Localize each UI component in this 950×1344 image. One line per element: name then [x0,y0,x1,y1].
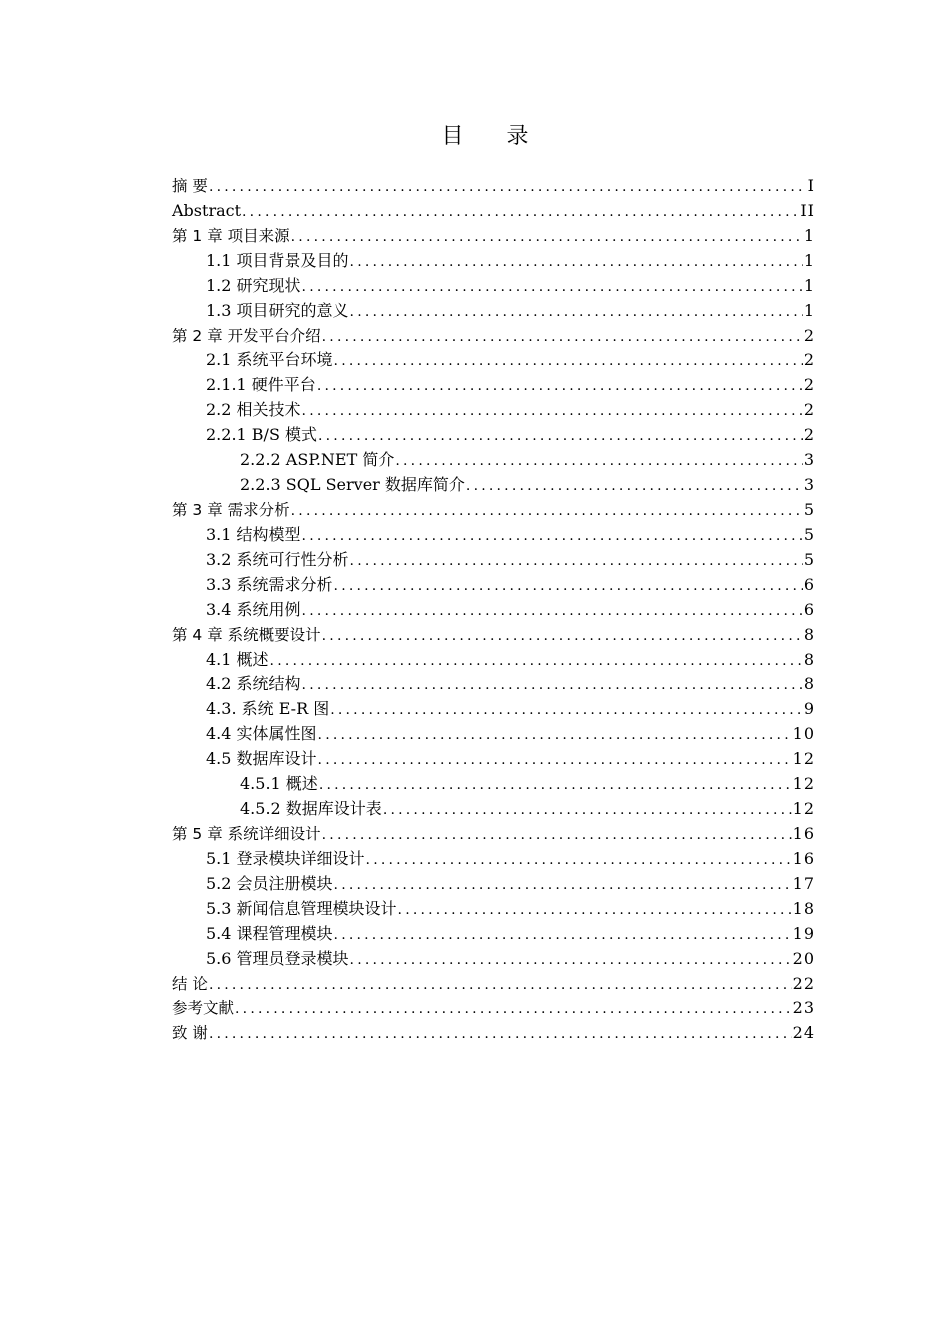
dot-leader [366,848,792,872]
toc-entry-label: 4.1 概述 [206,649,269,669]
toc-entry-label: 第 1 章 项目来源 [172,226,290,245]
toc-entry[interactable] [172,897,815,922]
toc-entry-page-number: 6 [803,574,815,594]
toc-entry-label: 4.3. 系统 E-R 图 [206,699,330,719]
toc-entry-page-number: II [800,200,815,220]
toc-entry-label: 5.2 会员注册模块 [206,873,333,893]
dot-leader [291,499,803,523]
toc-entry-page-number: 2 [803,425,815,445]
toc-entry[interactable] [172,348,815,373]
toc-entry-label: 4.5 数据库设计 [206,749,317,769]
toc-entry-label: 1.2 研究现状 [206,275,301,295]
toc-entry[interactable] [172,373,815,398]
toc-entry[interactable] [172,623,815,648]
toc-entry-page-number: 18 [792,898,815,918]
toc-entry[interactable] [172,922,815,947]
toc-entry-page-number: 5 [803,549,815,569]
toc-entry-page-number: I [807,176,815,195]
toc-entry-label: 结 论 [172,974,208,993]
toc-entry-page-number: 19 [792,923,815,943]
dot-leader [334,574,803,598]
toc-entry-page-number: 1 [803,225,815,245]
toc-entry-label: 5.3 新闻信息管理模块设计 [206,898,397,918]
dot-leader [383,798,792,822]
toc-entry-page-number: 1 [803,300,815,320]
toc-entry[interactable] [172,797,815,822]
toc-entry-label: 5.6 管理员登录模块 [206,948,349,968]
dot-leader [302,524,803,548]
toc-entry[interactable] [172,573,815,598]
toc-entry-page-number: 8 [803,649,815,669]
toc-entry-page-number: 6 [803,599,815,619]
dot-leader [330,698,803,722]
toc-entry-label: 4.5.1 概述 [240,774,318,794]
dot-leader [350,549,803,573]
toc-entry-page-number: 12 [792,774,815,794]
toc-entry-page-number: 8 [803,624,815,644]
toc-entry-page-number: 12 [792,799,815,819]
dot-leader [322,624,803,648]
toc-entry-page-number: 16 [792,823,815,843]
toc-entry-page-number: 2 [803,375,815,395]
toc-entry-label: 3.1 结构模型 [206,524,301,544]
dot-leader [395,449,802,473]
toc-entry[interactable] [172,398,815,423]
toc-entry[interactable] [172,174,815,199]
toc-entry[interactable] [172,747,815,772]
toc-entry-label: Abstract [172,200,242,220]
dot-leader [319,773,792,797]
toc-entry-page-number: 1 [803,250,815,270]
toc-entry-page-number: 2 [803,350,815,370]
dot-leader [350,250,803,274]
toc-entry-page-number: 10 [792,724,815,744]
toc-entry[interactable] [172,847,815,872]
toc-entry-page-number: 2 [803,400,815,420]
toc-entry[interactable] [172,473,815,498]
dot-leader [302,673,803,697]
dot-leader [334,923,792,947]
toc-entry-label: 第 4 章 系统概要设计 [172,625,321,644]
toc-entry-label: 2.2.1 B/S 模式 [206,425,317,445]
dot-leader [302,275,803,299]
dot-leader [318,748,792,772]
toc-entry-label: 4.5.2 数据库设计表 [240,799,382,819]
toc-entry-page-number: 8 [803,674,815,694]
toc-entry-page-number: 9 [803,699,815,719]
toc-entry[interactable] [172,697,815,722]
dot-leader [322,823,792,847]
dot-leader [466,474,803,498]
toc-entry[interactable] [172,947,815,972]
dot-leader [398,898,792,922]
toc-entry[interactable] [172,972,815,997]
dot-leader [317,374,803,398]
toc-entry[interactable] [172,249,815,274]
toc-entry[interactable] [172,648,815,673]
dot-leader [334,349,803,373]
toc-entry-label: 第 2 章 开发平台介绍 [172,326,321,345]
dot-leader [302,399,803,423]
toc-entry-page-number: 3 [803,475,815,495]
toc-entry-label: 3.3 系统需求分析 [206,574,333,594]
dot-leader [302,599,803,623]
toc-entry[interactable] [172,498,815,523]
toc-title: 目 录 [441,124,547,149]
dot-leader [209,175,807,199]
toc-entry-label: 摘 要 [172,177,208,195]
toc-entry-page-number: 20 [792,948,815,968]
toc-entry-page-number: 1 [803,275,815,295]
toc-entry[interactable] [172,299,815,324]
dot-leader [242,200,799,224]
toc-entry-label: 1.3 项目研究的意义 [206,300,349,320]
toc-entry-label: 2.2.2 ASP.NET 简介 [240,450,395,470]
toc-entry[interactable] [172,996,815,1021]
toc-entry-label: 参考文献 [172,999,235,1018]
toc-entry[interactable] [172,324,815,349]
toc-entry-label: 第 5 章 系统详细设计 [172,824,321,843]
toc-entry[interactable] [172,822,815,847]
toc-entry-page-number: 17 [792,873,815,893]
toc-entry[interactable] [172,423,815,448]
toc-entry[interactable] [172,772,815,797]
toc-entry[interactable] [172,548,815,573]
toc-entry-page-number: 5 [803,524,815,544]
toc-entry-label: 2.1 系统平台环境 [206,350,333,370]
toc-entry[interactable] [172,199,815,224]
toc-entry-label: 3.4 系统用例 [206,599,301,619]
toc-entry[interactable] [172,224,815,249]
toc-entry-label: 2.2 相关技术 [206,400,301,420]
dot-leader [318,424,803,448]
toc-list [172,174,815,1046]
toc-entry-label: 4.2 系统结构 [206,674,301,694]
toc-entry-label: 1.1 项目背景及目的 [206,250,349,270]
toc-entry-page-number: 5 [803,499,815,519]
toc-entry-page-number: 3 [803,450,815,470]
toc-entry-label: 致 谢 [172,1024,208,1043]
dot-leader [318,723,792,747]
toc-entry-page-number: 23 [792,998,815,1018]
toc-entry[interactable] [172,448,815,473]
dot-leader [350,948,792,972]
dot-leader [322,325,803,349]
toc-entry-label: 3.2 系统可行性分析 [206,549,349,569]
dot-leader [270,649,803,673]
toc-entry-label: 5.1 登录模块详细设计 [206,848,365,868]
toc-entry[interactable] [172,872,815,897]
dot-leader [291,225,803,249]
dot-leader [350,300,803,324]
toc-entry[interactable] [172,598,815,623]
toc-entry-label: 第 3 章 需求分析 [172,500,290,519]
toc-entry[interactable] [172,672,815,697]
toc-entry[interactable] [172,722,815,747]
toc-entry-label: 4.4 实体属性图 [206,724,317,744]
dot-leader [209,973,792,997]
dot-leader [209,1022,792,1046]
toc-entry-page-number: 16 [792,848,815,868]
dot-leader [235,997,792,1021]
dot-leader [334,873,792,897]
toc-entry-label: 5.4 课程管理模块 [206,923,333,943]
toc-entry-page-number: 22 [792,973,815,993]
toc-entry-label: 2.1.1 硬件平台 [206,375,316,395]
toc-entry-page-number: 2 [803,325,815,345]
toc-entry-page-number: 12 [792,749,815,769]
toc-entry-label: 2.2.3 SQL Server 数据库简介 [240,475,465,495]
toc-entry[interactable] [172,523,815,548]
toc-entry[interactable] [172,274,815,299]
toc-entry[interactable] [172,1021,815,1046]
toc-entry-page-number: 24 [792,1023,815,1043]
